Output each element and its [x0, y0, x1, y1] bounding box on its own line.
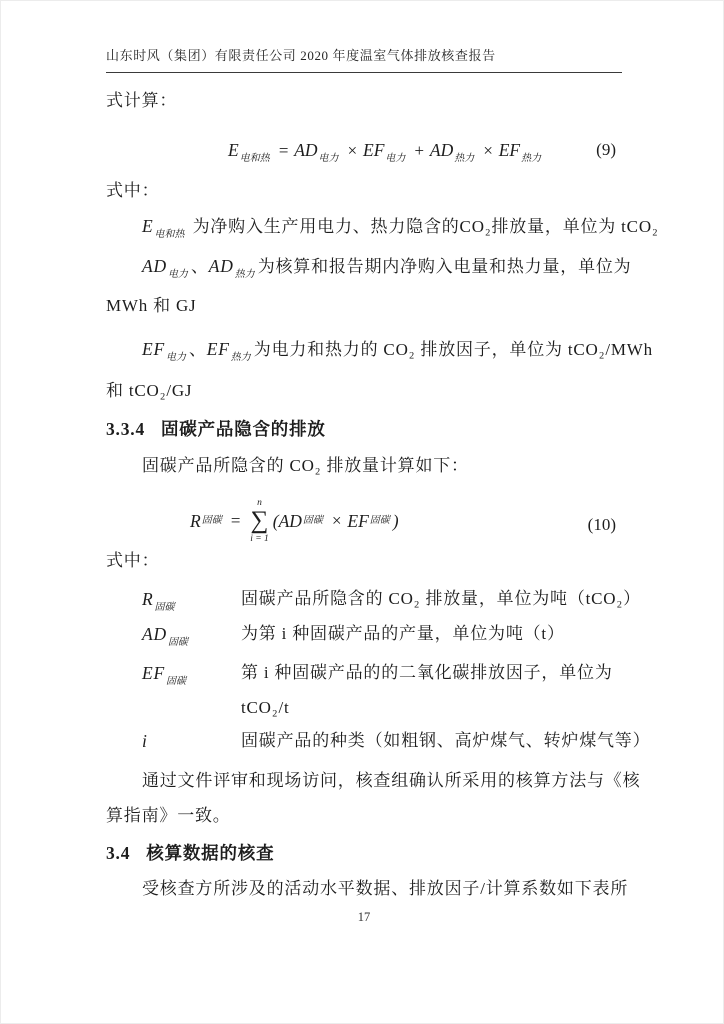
- operator: +: [413, 141, 425, 160]
- paren-open: (: [272, 511, 279, 531]
- term-description: 为第 i 种固碳产品的产量，单位为吨（t）: [241, 624, 565, 643]
- variable: EF: [498, 140, 521, 160]
- paragraph-text: 算指南》一致。: [106, 806, 231, 825]
- paragraph-sec334: [106, 452, 622, 480]
- sum-lower-limit: i = 1: [250, 534, 269, 544]
- subscript: 热力: [230, 352, 251, 363]
- variable: EF: [142, 339, 165, 359]
- term-description: 第 i 种固碳产品的的二氧化碳排放因子，单位为: [241, 663, 613, 682]
- header-title: 山东时风（集团）有限责任公司 2020 年度温室气体排放核查报告: [106, 48, 496, 63]
- operator: =: [277, 141, 290, 160]
- intro-text: 式计算：: [106, 91, 178, 110]
- subscript: 固碳: [369, 515, 390, 526]
- paragraph-shizhong: [106, 177, 622, 205]
- equation-body-10: [190, 498, 399, 544]
- term-row-ef-line2: [106, 694, 622, 722]
- section-number: 3.4: [106, 843, 131, 863]
- subscript: 固碳: [165, 676, 186, 687]
- subscript: 电力: [165, 352, 186, 363]
- paragraph-shizhong2: [106, 547, 622, 575]
- term-description: 固碳产品的种类（如粗钢、高炉煤气、转炉煤气等）: [241, 731, 651, 750]
- operator: ×: [346, 141, 358, 160]
- definition-continuation: 和 tCO₂/GJ: [106, 381, 193, 400]
- definition-ad-line1: [106, 252, 632, 289]
- subscript: 热力: [234, 269, 255, 280]
- term-symbol: [142, 585, 241, 622]
- term-symbol: [142, 659, 241, 696]
- variable: AD: [142, 256, 167, 276]
- term-row-ad: [106, 620, 622, 657]
- formula-10: [106, 491, 622, 551]
- paragraph-text: 固碳产品所隐含的 CO₂ 排放量计算如下：: [142, 456, 469, 475]
- formula-9: [106, 132, 622, 177]
- paragraph-conclusion-line2: [106, 802, 622, 830]
- separator: 、: [190, 257, 209, 276]
- sigma-icon: ∑: [250, 507, 269, 534]
- variable: AD: [429, 140, 454, 160]
- variable: EF: [142, 663, 165, 683]
- equation-number-10: (10): [587, 515, 616, 534]
- term-row-r: [106, 585, 641, 622]
- subscript: 固碳: [167, 637, 188, 648]
- shizhong-text: 式中：: [106, 551, 160, 570]
- term-row-i: [106, 727, 651, 756]
- equation-body-9: [228, 140, 544, 164]
- variable: AD: [208, 256, 234, 276]
- page-content: [106, 1, 659, 1023]
- section-heading-3-4: [106, 839, 622, 867]
- paragraph-sec34: [106, 875, 629, 903]
- subscript: 固碳: [154, 602, 175, 613]
- paragraph-intro: [106, 87, 622, 115]
- operator: =: [229, 511, 242, 530]
- shizhong-text: 式中：: [106, 181, 160, 200]
- subscript: 固碳: [201, 515, 222, 526]
- page-header: [106, 47, 622, 73]
- equation-number-9: (9): [596, 140, 616, 159]
- subscript: 电力: [318, 153, 339, 164]
- definition-continuation: MWh 和 GJ: [106, 296, 197, 315]
- variable: R: [190, 511, 201, 531]
- section-title: 核算数据的核查: [146, 843, 275, 863]
- variable: EF: [206, 339, 230, 359]
- sum-upper-limit: n: [257, 498, 262, 508]
- section-title: 固碳产品隐含的排放: [161, 419, 326, 439]
- definition-text: 为电力和热力的 CO₂ 排放因子，单位为 tCO₂/MWh: [253, 340, 653, 359]
- separator: 、: [188, 340, 207, 359]
- variable: EF: [363, 140, 385, 160]
- subscript: 电和热: [239, 153, 270, 164]
- section-number: 3.3.4: [106, 419, 145, 439]
- subscript: 热力: [521, 153, 542, 164]
- variable: E: [142, 216, 154, 236]
- section-heading-3-3-4: [106, 415, 622, 443]
- subscript: 电力: [167, 269, 188, 280]
- definition-e: [106, 212, 659, 249]
- summation: [250, 498, 269, 544]
- subscript: 电和热: [154, 229, 185, 240]
- variable: AD: [294, 140, 318, 160]
- term-description-continuation: tCO₂/t: [241, 698, 290, 717]
- definition-ef-line2: [106, 377, 622, 405]
- term-row-ef: [106, 659, 622, 696]
- page-number: [106, 909, 622, 925]
- definition-ef-line1: [106, 335, 653, 372]
- variable: R: [142, 589, 154, 609]
- subscript: 电力: [385, 153, 406, 164]
- subscript: 固碳: [302, 515, 323, 526]
- subscript: 热力: [454, 153, 475, 164]
- paragraph-text: 受核查方所涉及的活动水平数据、排放因子/计算系数如下表所: [142, 879, 629, 898]
- definition-text: 为净购入生产用电力、热力隐含的CO₂排放量，单位为 tCO₂: [192, 217, 659, 236]
- variable: AD: [278, 511, 302, 531]
- term-symbol: [142, 620, 241, 657]
- paragraph-text: 通过文件评审和现场访问，核查组确认所采用的核算方法与《核: [142, 771, 641, 790]
- definition-text: 为核算和报告期内净购入电量和热力量，单位为: [257, 257, 632, 276]
- paren-close: ): [392, 511, 399, 531]
- page-number-text: 17: [357, 910, 371, 924]
- variable: E: [228, 140, 239, 160]
- term-symbol: [142, 727, 241, 756]
- variable: i: [142, 731, 148, 751]
- term-description: 固碳产品所隐含的 CO₂ 排放量，单位为吨（tCO₂）: [241, 589, 641, 608]
- operator: ×: [330, 511, 343, 530]
- paragraph-conclusion-line1: [106, 767, 641, 795]
- definition-ad-line2: [106, 292, 622, 320]
- operator: ×: [482, 141, 494, 160]
- variable: EF: [347, 511, 369, 531]
- variable: AD: [142, 624, 167, 644]
